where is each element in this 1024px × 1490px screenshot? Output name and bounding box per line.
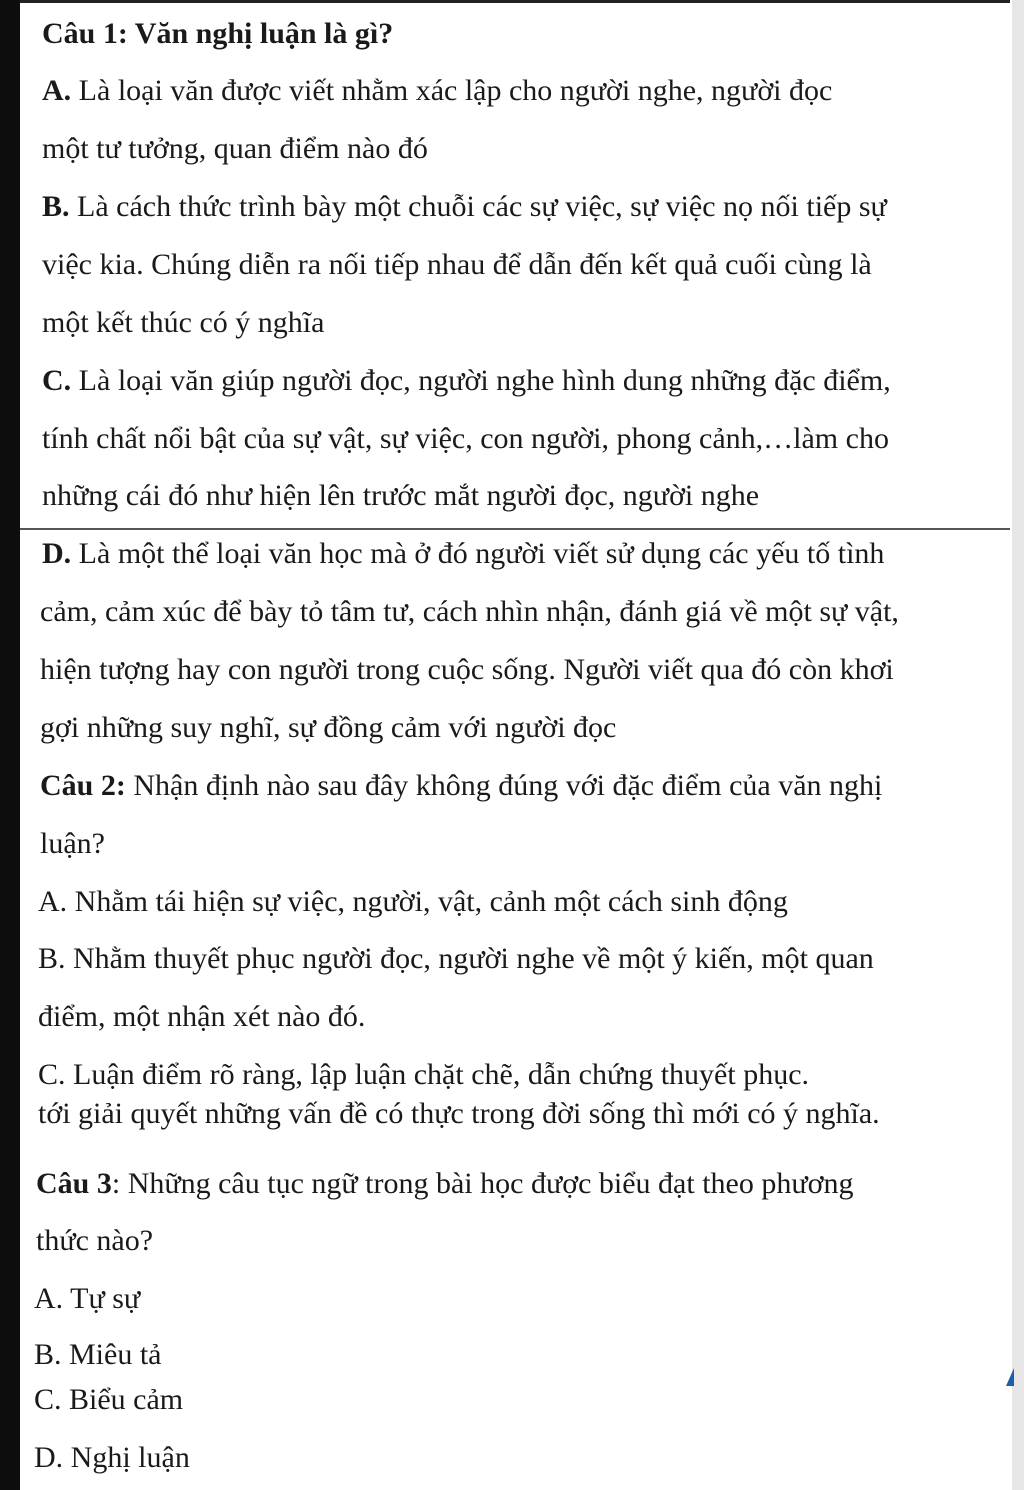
q3-option-c: C. Biểu cảm	[34, 1383, 184, 1416]
q1-option-d: D. Là một thể loại văn học mà ở đó người viết sử dụng các yếu tố tình	[42, 537, 885, 570]
q3-title-cont: thức nào?	[36, 1224, 154, 1257]
q1-option-d-cont3: gợi những suy nghĩ, sự đồng cảm với người đọc	[40, 711, 617, 744]
q2-title-cont: luận?	[40, 827, 105, 860]
q1-option-b: B. Là cách thức trình bày một chuỗi các sự việc, sự việc nọ nối tiếp sự	[42, 190, 887, 223]
q1-option-d-cont2: hiện tượng hay con người trong cuộc sống. Người viết qua đó còn khơi	[40, 653, 894, 686]
q3-option-d: D. Nghị luận	[34, 1441, 190, 1474]
q3-option-b: B. Miêu tả	[34, 1338, 162, 1371]
q1-option-c: C. Là loại văn giúp người đọc, người nghe hình dung những đặc điểm,	[42, 364, 891, 397]
section-divider	[20, 528, 1010, 530]
right-edge	[1012, 0, 1024, 1490]
q1-option-b-cont1: việc kia. Chúng diễn ra nối tiếp nhau để dẫn đến kết quả cuối cùng là	[42, 248, 872, 281]
q1-option-d-cont1: cảm, cảm xúc để bày tỏ tâm tư, cách nhìn nhận, đánh giá về một sự vật,	[40, 595, 899, 628]
q2-option-b-cont: điểm, một nhận xét nào đó.	[38, 1000, 366, 1033]
q3-option-a: A. Tự sự	[34, 1282, 141, 1315]
q2-option-c: C. Luận điểm rõ ràng, lập luận chặt chẽ, dẫn chứng thuyết phục.	[38, 1058, 810, 1091]
left-border	[0, 0, 20, 1490]
q1-option-a: A. Là loại văn được viết nhằm xác lập cho người nghe, người đọc	[42, 74, 833, 107]
q1-option-c-cont2: những cái đó như hiện lên trước mắt người đọc, người nghe	[42, 479, 760, 512]
q3-title: Câu 3: Những câu tục ngữ trong bài học được biểu đạt theo phương	[36, 1167, 854, 1200]
top-border	[20, 0, 1010, 3]
q1-title: Câu 1: Văn nghị luận là gì?	[42, 17, 394, 50]
q2-title: Câu 2: Nhận định nào sau đây không đúng với đặc điểm của văn nghị	[40, 769, 883, 802]
q1-option-b-cont2: một kết thúc có ý nghĩa	[42, 306, 325, 339]
q2-text-fragment: tới giải quyết những vấn đề có thực trong đời sống thì mới có ý nghĩa.	[38, 1097, 880, 1130]
q1-option-a-cont: một tư tưởng, quan điểm nào đó	[42, 132, 428, 165]
cursor-marker-icon	[1006, 1368, 1014, 1386]
q2-option-b: B. Nhằm thuyết phục người đọc, người nghe về một ý kiến, một quan	[38, 942, 874, 975]
q1-option-c-cont1: tính chất nổi bật của sự vật, sự việc, con người, phong cảnh,…làm cho	[42, 422, 889, 455]
q2-option-a: A. Nhằm tái hiện sự việc, người, vật, cảnh một cách sinh động	[38, 885, 788, 918]
